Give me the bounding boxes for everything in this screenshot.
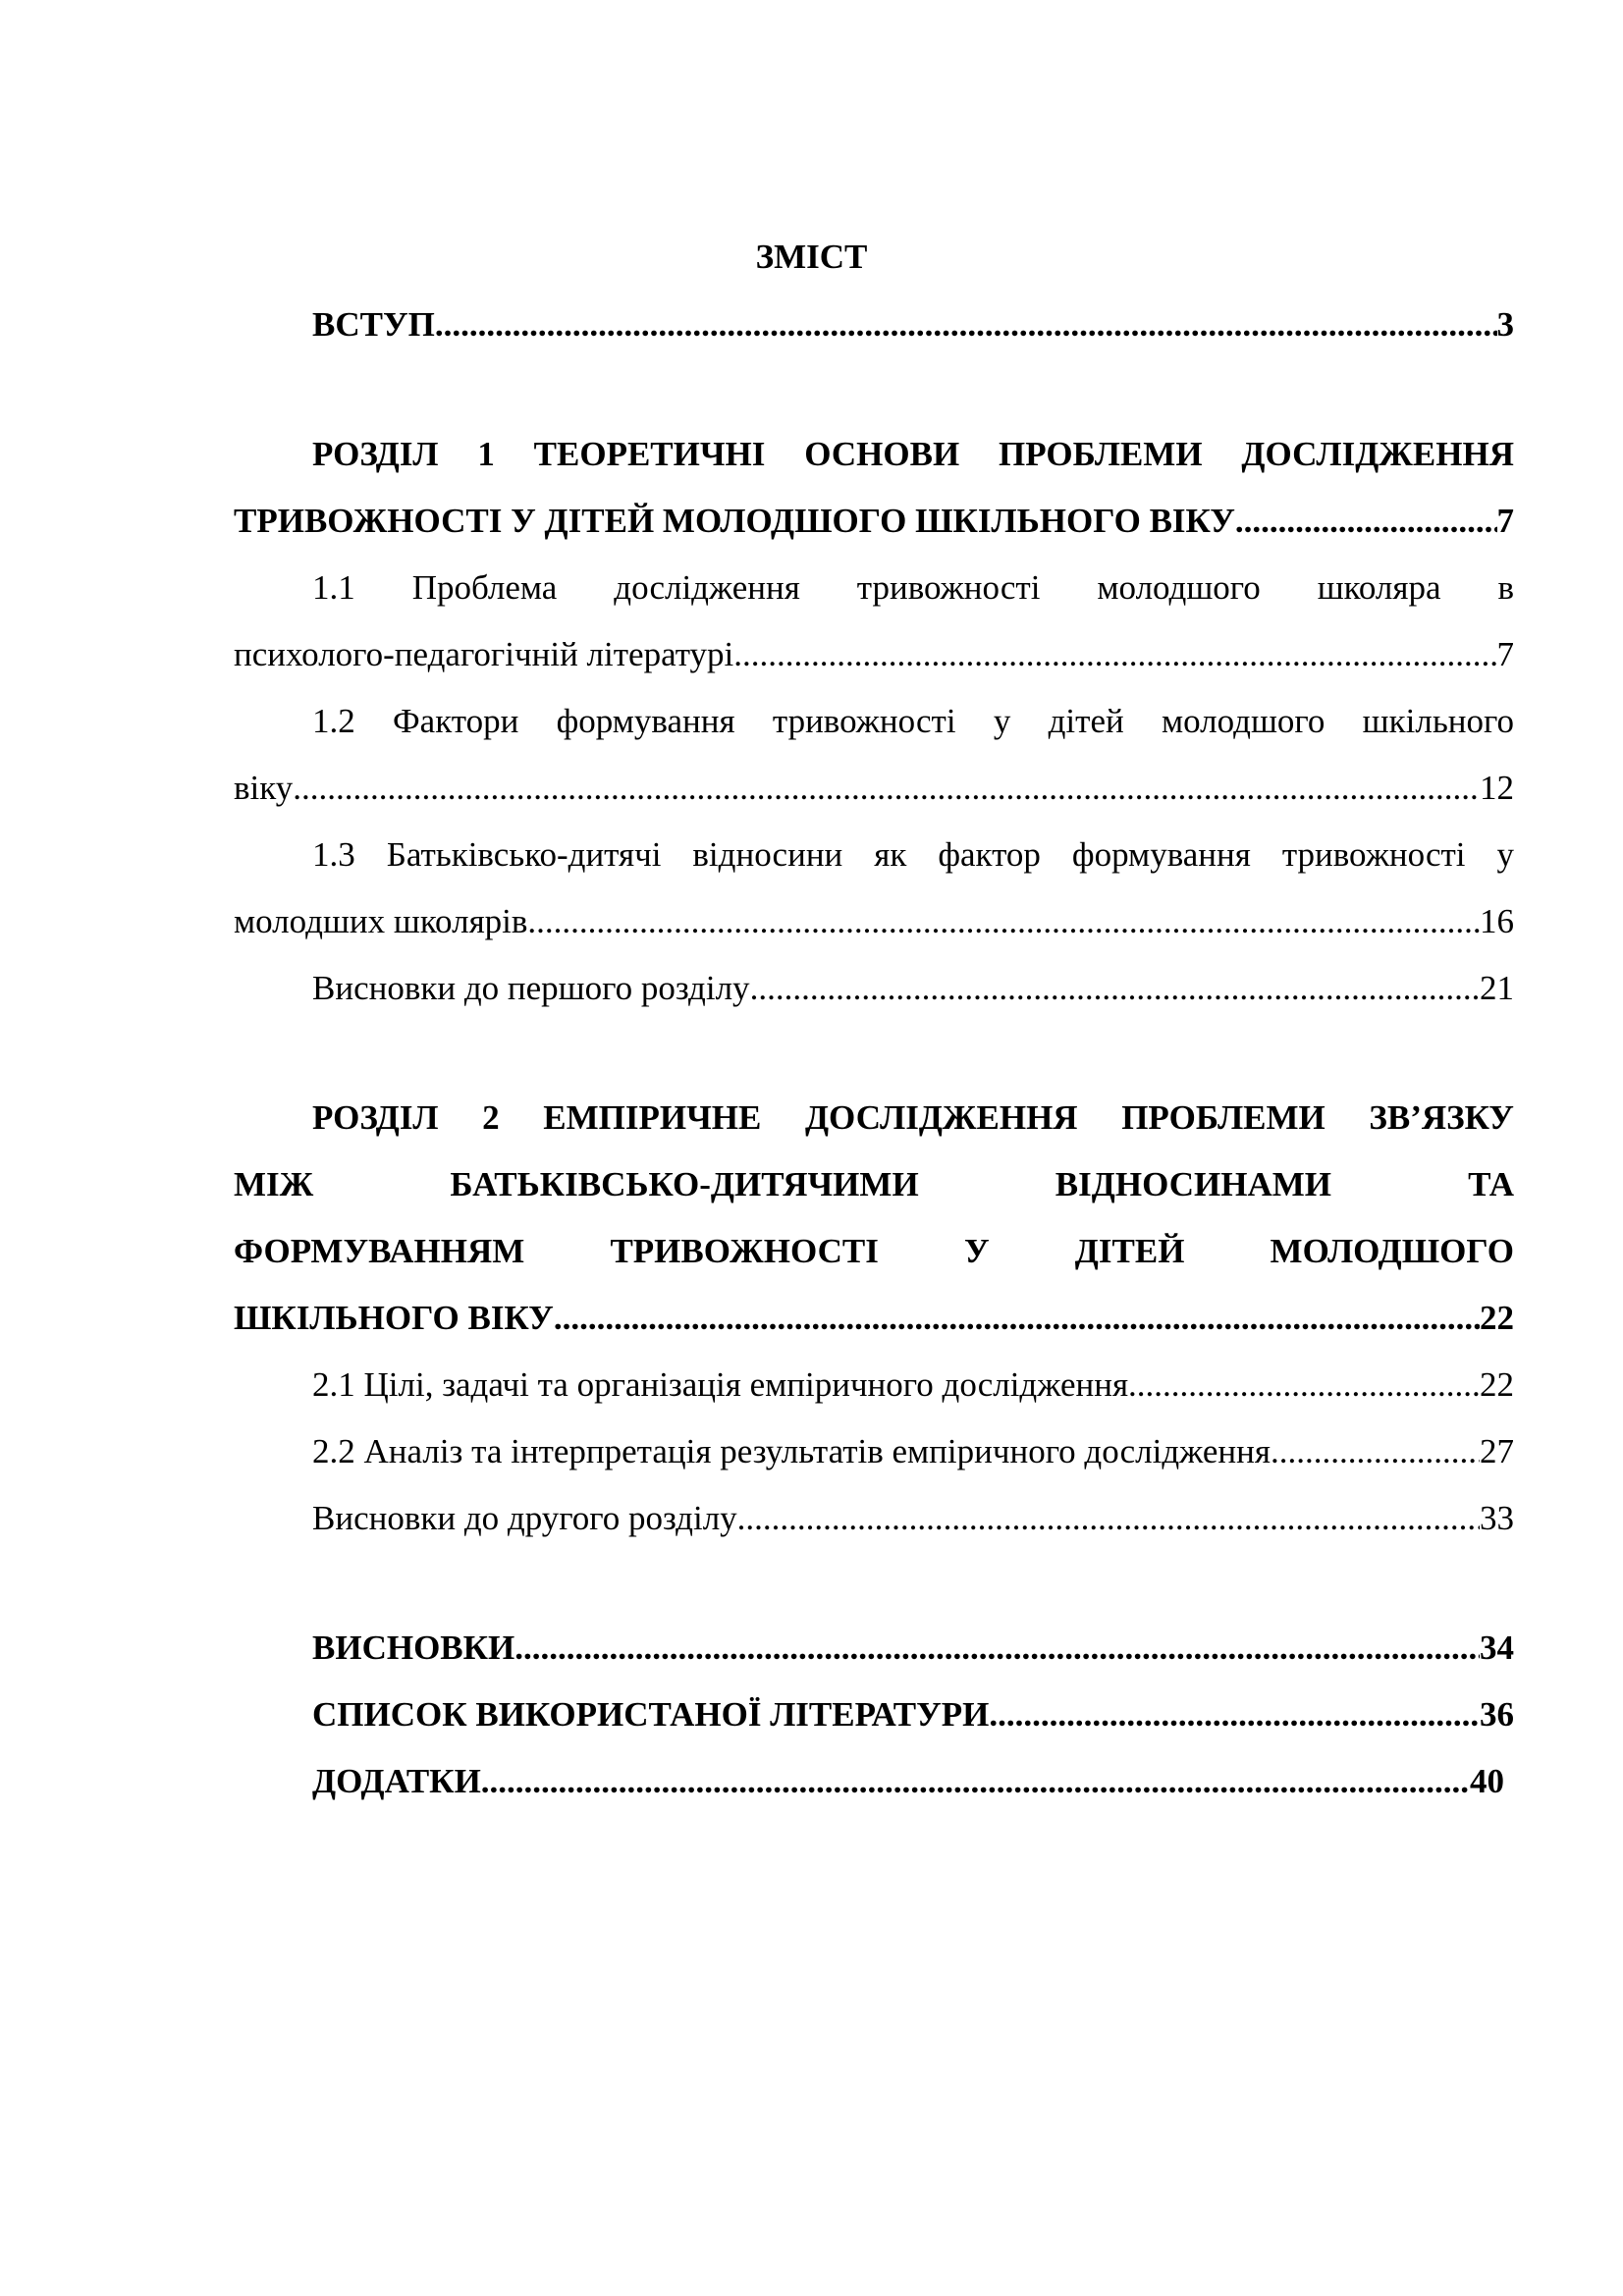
dot-leader: [1271, 1426, 1480, 1477]
toc-entry-appendices[interactable]: [312, 1756, 1504, 1807]
toc-entry-label: 1.2 Фактори формування тривожності у дітей молодшого шкільного: [312, 702, 1514, 740]
toc-page-number: 36: [1480, 1695, 1514, 1734]
toc-page-number: 7: [1496, 502, 1514, 540]
toc-chapter-2-heading-3[interactable]: [234, 1226, 1514, 1277]
toc-section-2-2[interactable]: [312, 1426, 1514, 1477]
toc-heading-text: РОЗДІЛ 1 ТЕОРЕТИЧНІ ОСНОВИ ПРОБЛЕМИ ДОСЛІДЖЕННЯ: [312, 435, 1514, 473]
toc-chapter-2-heading[interactable]: [312, 1093, 1514, 1144]
dot-leader: [733, 629, 1496, 680]
dot-leader: [514, 1623, 1480, 1674]
toc-section-1-3-end[interactable]: [234, 896, 1514, 947]
toc-page-number: 21: [1480, 969, 1514, 1007]
toc-page-number: 33: [1480, 1499, 1514, 1537]
toc-heading-text: ФОРМУВАННЯМ ТРИВОЖНОСТІ У ДІТЕЙ МОЛОДШОГО: [234, 1232, 1514, 1270]
toc-page-number: 3: [1496, 305, 1514, 344]
toc-entry-conclusions[interactable]: [312, 1623, 1514, 1674]
dot-leader: [1235, 496, 1497, 547]
toc-chapter-2-heading-end[interactable]: [234, 1293, 1514, 1344]
toc-chapter-1-heading[interactable]: [312, 429, 1514, 480]
toc-heading-text: ШКІЛЬНОГО ВІКУ: [234, 1299, 554, 1337]
dot-leader: [554, 1293, 1480, 1344]
toc-page-number: 12: [1480, 769, 1514, 807]
toc-heading-text: РОЗДІЛ 2 ЕМПІРИЧНЕ ДОСЛІДЖЕННЯ ПРОБЛЕМИ ЗВ’ЯЗКУ: [312, 1098, 1514, 1137]
toc-entry-label: ВСТУП: [312, 305, 435, 344]
dot-leader: [1128, 1360, 1480, 1411]
dot-leader: [750, 963, 1480, 1014]
toc-chapter-2-heading-2[interactable]: [234, 1159, 1514, 1210]
toc-page-number: 40: [1470, 1762, 1504, 1800]
dot-leader: [737, 1493, 1480, 1544]
dot-leader: [435, 299, 1497, 350]
dot-leader: [989, 1689, 1480, 1740]
toc-page-number: 7: [1496, 635, 1514, 673]
dot-leader: [527, 896, 1480, 947]
toc-entry-label: 2.1 Цілі, задачі та організація емпіричного дослідження: [312, 1365, 1129, 1404]
toc-entry-label: 1.3 Батьківсько-дитячі відносини як фактор формування тривожності у: [312, 835, 1514, 874]
toc-entry-label: Висновки до другого розділу: [312, 1499, 737, 1537]
toc-chapter-1-heading-end[interactable]: [234, 496, 1514, 547]
toc-page-number: 34: [1480, 1629, 1514, 1667]
toc-entry-label: 1.1 Проблема дослідження тривожності молодшого школяра в: [312, 568, 1514, 607]
toc-section-1-2-end[interactable]: [234, 763, 1514, 814]
toc-entry-label: віку: [234, 769, 294, 807]
dot-leader: [293, 763, 1480, 814]
toc-entry-label: Висновки до першого розділу: [312, 969, 750, 1007]
toc-entry-label: психолого-педагогічній літературі: [234, 635, 734, 673]
toc-chapter-1-conclusion[interactable]: [312, 963, 1514, 1014]
toc-entry-label: ДОДАТКИ: [312, 1762, 481, 1800]
toc-entry-label: 2.2 Аналіз та інтерпретація результатів емпіричного дослідження: [312, 1432, 1271, 1470]
toc-page-number: 22: [1480, 1365, 1514, 1404]
toc-section-1-2[interactable]: [312, 696, 1514, 747]
toc-entry-label: молодших школярів: [234, 902, 528, 940]
dot-leader: [481, 1756, 1470, 1807]
toc-entry-intro[interactable]: [312, 299, 1514, 350]
toc-page-number: 27: [1480, 1432, 1514, 1470]
toc-section-1-1-end[interactable]: [234, 629, 1514, 680]
toc-chapter-2-conclusion[interactable]: [312, 1493, 1514, 1544]
toc-heading-text: МІЖ БАТЬКІВСЬКО-ДИТЯЧИМИ ВІДНОСИНАМИ ТА: [234, 1165, 1514, 1203]
toc-page-number: 16: [1480, 902, 1514, 940]
toc-entry-label: ВИСНОВКИ: [312, 1629, 515, 1667]
toc-section-2-1[interactable]: [312, 1360, 1514, 1411]
toc-title: ЗМІСТ: [755, 238, 868, 276]
toc-heading-text: ТРИВОЖНОСТІ У ДІТЕЙ МОЛОДШОГО ШКІЛЬНОГО ВІКУ: [234, 502, 1235, 540]
toc-section-1-1[interactable]: [312, 562, 1514, 614]
toc-section-1-3[interactable]: [312, 829, 1514, 881]
toc-entry-references[interactable]: [312, 1689, 1514, 1740]
toc-entry-label: СПИСОК ВИКОРИСТАНОЇ ЛІТЕРАТУРИ: [312, 1695, 990, 1734]
toc-page-number: 22: [1480, 1299, 1514, 1337]
